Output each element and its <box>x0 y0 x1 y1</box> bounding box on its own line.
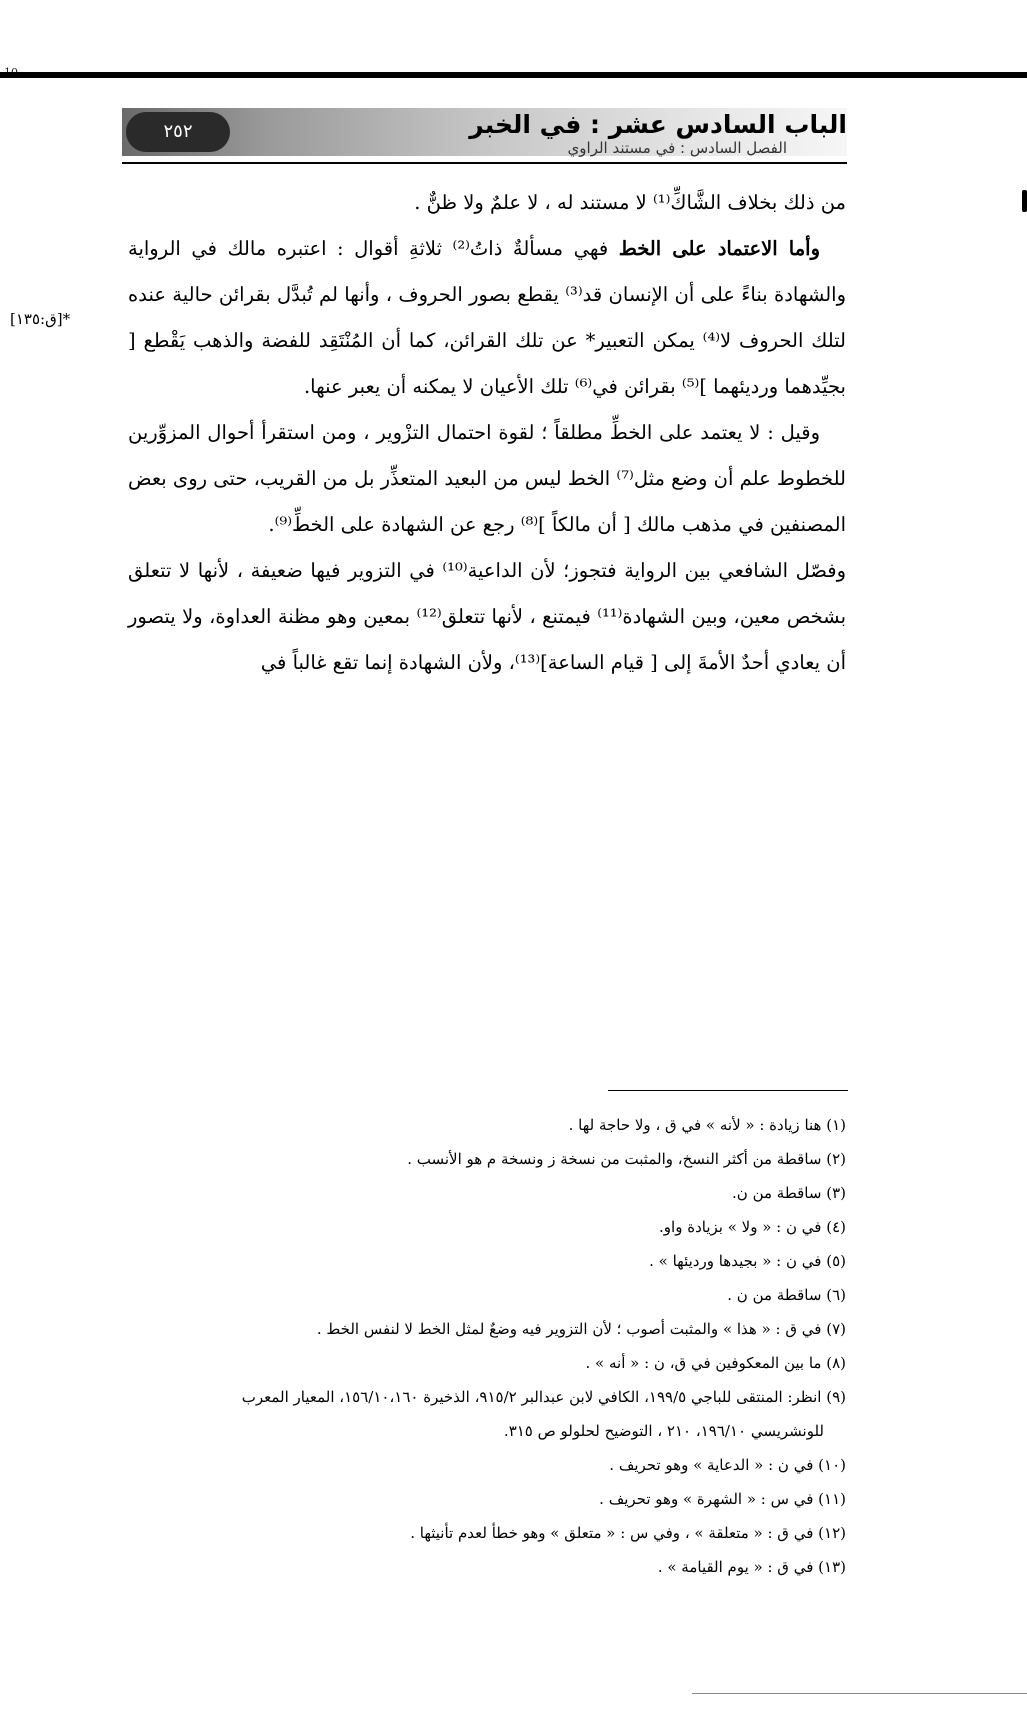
main-text <box>128 180 846 686</box>
page-number-badge: ٢٥٢ <box>126 112 230 152</box>
footnote-item: (٣) ساقطة من ن. <box>732 1184 846 1202</box>
footnote-item: (١١) في س : « الشهرة » وهو تحريف . <box>599 1490 846 1508</box>
paragraph-2-text: فهي مسألةٌ ذاتُ⁽²⁾ ثلاثةِ أقوال : اعتبره مالك في الرواية والشهادة بناءً على أن الإنسان قد⁽³⁾ يقطع بصور الحروف ، وأنها لم تُبدَّل بقرائن حالية عنده لتلك الحروف لا⁽⁴⁾ يمكن التعبير* عن تلك القرائن، كما أن المُنْتَقِد للفضة والذهب يَقْطع [ بجيِّدهما ورديئهما ]⁽⁵⁾ بقرائن في⁽⁶⁾ تلك الأعيان لا يمكنه أن يعبر عنها. <box>128 237 847 398</box>
paragraph-3: وقيل : لا يعتمد على الخطِّ مطلقاً ؛ لقوة احتمال التزْوير ، ومن استقرأ أحوال المزوِّرين للخطوط علم أن وضع مثل⁽⁷⁾ الخط ليس من البعيد المتعذِّر بل من القريب، حتى روى بعض المصنفين في مذهب مالك [ أن مالكاً ]⁽⁸⁾ رجع عن الشهادة على الخطِّ⁽⁹⁾. <box>128 421 846 536</box>
footnote-item: (١٠) في ن : « الدعاية » وهو تحريف . <box>609 1456 846 1474</box>
footnote-item: (١٣) في ق : « يوم القيامة » . <box>657 1558 846 1576</box>
paragraph-1: من ذلك بخلاف الشَّاكِّ⁽¹⁾ لا مستند له ، لا علمٌ ولا ظنٌّ . <box>414 191 846 214</box>
footnote-item: (٥) في ن : « بجيدها ورديئها » . <box>649 1252 846 1270</box>
top-rule <box>0 72 1027 78</box>
edge-mark <box>1022 190 1027 212</box>
header-rule <box>122 162 847 164</box>
footnote-item: (٧) في ق : « هذا » والمثبت أصوب ؛ لأن التزوير فيه وضعٌ لمثل الخط لا لنفس الخط . <box>316 1320 846 1338</box>
footnote-separator <box>608 1090 848 1091</box>
margin-note: *[ق:١٣٥] <box>10 310 71 328</box>
footnote-item-continuation: للونشريسي ١٩٦/١٠، ٢١٠ ، التوضيح لحلولو ص ٣١٥. <box>503 1422 824 1440</box>
paragraph-4: وفصّل الشافعي بين الرواية فتجوز؛ لأن الداعية⁽¹⁰⁾ في التزوير فيها ضعيفة ، لأنها لا تتعلق بشخص معين، وبين الشهادة⁽¹¹⁾ فيمتنع ، لأنها تتعلق⁽¹²⁾ بمعين وهو مظنة العداوة، ولا يتصور أن يعادي أحدٌ الأمةَ إلى [ قيام الساعة]⁽¹³⁾، ولأن الشهادة إنما تقع غالباً في <box>128 559 846 674</box>
footnote-item: (٨) ما بين المعكوفين في ق، ن : « أنه » . <box>585 1354 846 1372</box>
footnotes-list <box>128 1108 846 1584</box>
footnote-item: (٢) ساقطة من أكثر النسخ، والمثبت من نسخة ز ونسخة م هو الأنسب . <box>407 1150 846 1168</box>
footnote-item: (١٢) في ق : « متعلقة » ، وفي س : « متعلق » وهو خطأ لعدم تأنيثها . <box>410 1524 846 1542</box>
footnote-item: (٤) في ن : « ولا » بزيادة واو. <box>659 1218 846 1236</box>
footnote-item: (٦) ساقطة من ن . <box>727 1286 846 1304</box>
paragraph-2-heading: وأما الاعتماد على الخط <box>618 237 820 260</box>
bottom-rule <box>692 1693 1027 1694</box>
chapter-title: الباب السادس عشر : في الخبر <box>469 110 847 139</box>
footnote-item: (١) هنا زيادة : « لأنه » في ق ، ولا حاجة لها . <box>568 1116 846 1134</box>
section-subtitle: الفصل السادس : في مستند الراوي <box>567 139 787 157</box>
footnote-item: (٩) انظر: المنتقى للباجي ١٩٩/٥، الكافي لابن عبدالبر ٩١٥/٢، الذخيرة ١٥٦/١٠،١٦٠، المعيار المعرب <box>241 1388 846 1406</box>
paragraph-2 <box>128 226 846 410</box>
